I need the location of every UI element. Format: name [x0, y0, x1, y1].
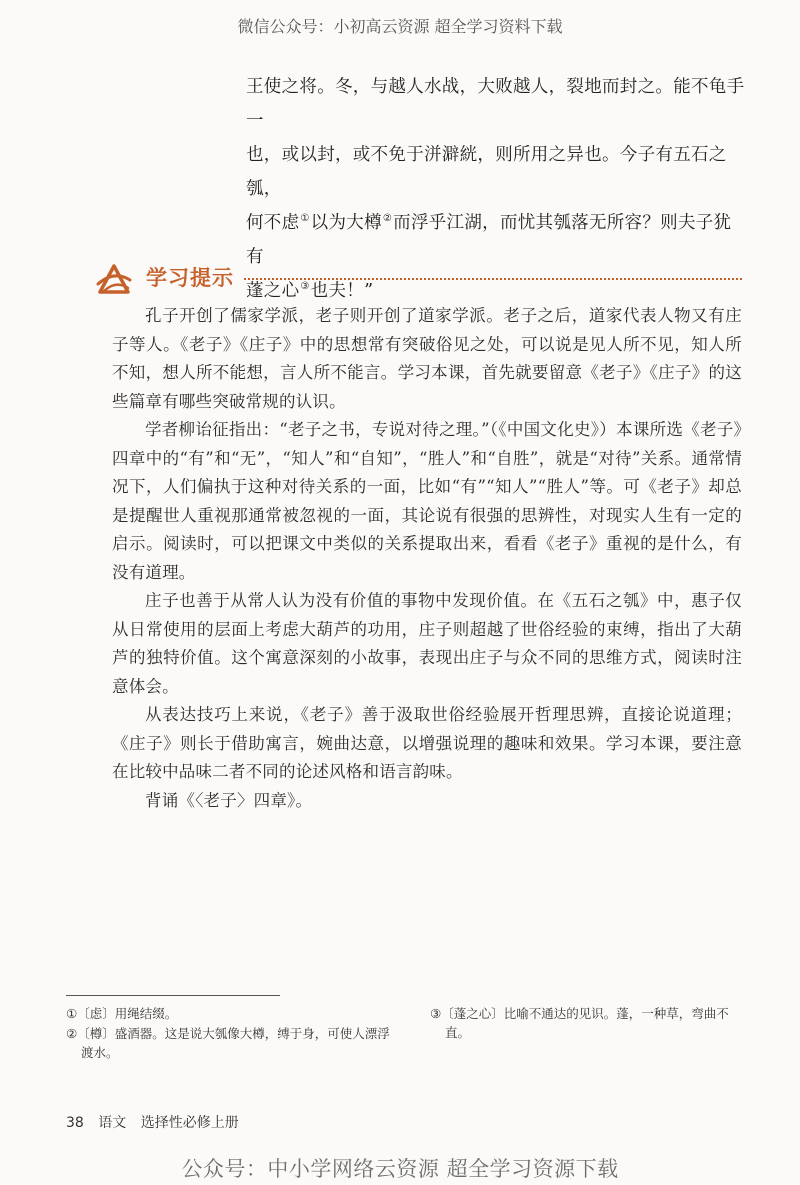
footnotes-left-column [66, 1004, 396, 1063]
footer-watermark: 公众号：中小学网络云资源 超全学习资源下载 [181, 1157, 619, 1181]
poem-text-segment: 王使之将。冬，与越人水战，大败越人，裂地而封之。能不龟手一 [246, 77, 745, 131]
poem-line [246, 138, 746, 206]
page-footer [66, 1112, 239, 1132]
tips-paragraph: 背诵《〈老子〉四章》。 [145, 790, 313, 810]
footnote-marker: ② [382, 213, 393, 225]
tips-paragraph: 庄子也善于从常人认为没有价值的事物中发现价值。在《五石之瓠》中，惠子仅从日常使用的层面上考虑大葫芦的功用，庄子则超越了世俗经验的束缚，指出了大葫芦的独特价值。这个寓意深刻的小故事，表现出庄子与众不同的思维方式，阅读时注意体会。 [112, 591, 742, 696]
book-subject: 语文 [98, 1115, 127, 1131]
poem-text-segment: 以为大樽 [310, 213, 382, 233]
footnote-divider [66, 995, 280, 996]
poem-text-segment: 而浮乎江湖，而忧其瓠落无所容？则夫子犹有 [246, 213, 732, 267]
study-tips-body [112, 302, 742, 815]
header-watermark: 微信公众号：小初高云资源 超全学习资料下载 [237, 17, 563, 36]
poem-text-segment: 也，或以封，或不免于洴澼絖，则所用之异也。今子有五石之瓠， [246, 145, 727, 199]
tips-paragraph: 学者柳诒征指出：“老子之书，专说对待之理。”（《中国文化史》）本课所选《老子》四章中的“有”和“无”，“知人”和“自知”，“胜人”和“自胜”，就是“对待”关系。通常情况下，人们偏执于这种对待关系的一面，比如“有”“知人”“胜人”等。可《老子》却总是提醒世人重视那通常被忽视的一面，其论说有很强的思辨性，对现实人生有一定的启示。阅读时，可以把课文中类似的关系提取出来，看看《老子》重视的是什么，有没有道理。 [112, 420, 742, 582]
footnotes-right-column [430, 1004, 750, 1043]
footnote-marker: ① [300, 213, 310, 225]
footnote-marker: ③ [300, 281, 310, 293]
section-divider [244, 278, 742, 280]
poem-text-segment: 也夫！” [310, 281, 374, 301]
poem-line [246, 70, 746, 138]
section-title: 学习提示 [146, 266, 234, 290]
footnote-item: ②〔樽〕盛酒器。这是说大瓠像大樽，缚于身，可使人漂浮渡水。 [66, 1026, 390, 1060]
poem-text-segment: 何不虑 [246, 213, 300, 233]
page-number: 38 [66, 1115, 84, 1131]
book-volume: 选择性必修上册 [140, 1115, 239, 1131]
study-tips-icon [94, 258, 134, 298]
tips-paragraph: 孔子开创了儒家学派，老子则开创了道家学派。老子之后，道家代表人物又有庄子等人。《老子》《庄子》中的思想常有突破俗见之处，可以说是见人所不见，知人所不知，想人所不能想，言人所不能言。学习本课，首先就要留意《老子》《庄子》的这些篇章有哪些突破常规的认识。 [112, 306, 742, 411]
footnote-item: ③〔蓬之心〕比喻不通达的见识。蓬，一种草，弯曲不直。 [430, 1006, 729, 1040]
footnote-item: ①〔虑〕用绳结缀。 [66, 1006, 178, 1021]
section-header [94, 258, 742, 298]
tips-paragraph: 从表达技巧上来说，《老子》善于汲取世俗经验展开哲理思辨，直接论说道理；《庄子》则长于借助寓言，婉曲达意，以增强说理的趣味和效果。学习本课，要注意在比较中品味二者不同的论述风格和语言韵味。 [112, 705, 742, 781]
poem-text-segment: 蓬之心 [246, 281, 300, 301]
